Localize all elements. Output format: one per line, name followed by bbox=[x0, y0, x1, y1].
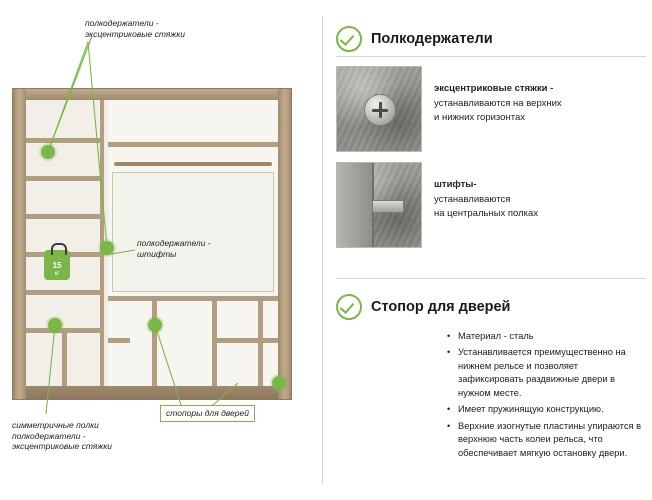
wardrobe-diagram-panel bbox=[0, 0, 322, 500]
wardrobe-frame-top bbox=[13, 89, 291, 100]
section-title: Стопор для дверей bbox=[371, 299, 511, 315]
wardrobe-frame-right bbox=[278, 89, 291, 399]
cam-lock-photo bbox=[336, 66, 422, 152]
callout-line: эксцентриковые стяжки bbox=[85, 28, 185, 39]
shelf-pin-title: штифты- bbox=[434, 179, 477, 190]
callout-line: симметричные полки bbox=[12, 420, 99, 430]
section-rule bbox=[336, 56, 646, 57]
callout-dot-symmetric-shelves bbox=[48, 318, 62, 332]
weight-capacity-badge: 15 кг bbox=[44, 250, 70, 280]
shelf-pin-photo bbox=[336, 162, 422, 248]
shelf-pin-desc-line: на центральных полках bbox=[434, 208, 539, 220]
door-panel-left bbox=[112, 172, 274, 292]
callout-label-door-stoppers bbox=[160, 405, 255, 422]
callout-line: эксцентриковые стяжки bbox=[12, 441, 112, 452]
vertical-divider bbox=[258, 296, 263, 386]
top-horizontal-shelf bbox=[108, 142, 278, 147]
list-item: • Материал - сталь bbox=[458, 330, 646, 343]
callout-dot-stopper-right bbox=[272, 376, 286, 390]
check-circle-icon bbox=[336, 26, 362, 52]
callout-dot-shelf-pin bbox=[100, 241, 114, 255]
kettlebell-icon bbox=[51, 243, 67, 255]
callout-line: стопоры для дверей bbox=[166, 408, 249, 418]
callout-label-shelf-pins bbox=[137, 238, 211, 259]
callout-dot-door-stopper bbox=[148, 318, 162, 332]
lower-shelf bbox=[108, 338, 130, 343]
wardrobe-frame-left bbox=[13, 89, 26, 399]
shelf bbox=[26, 176, 100, 181]
hanging-rod bbox=[114, 162, 272, 166]
panel-edge bbox=[337, 163, 374, 247]
vertical-divider bbox=[152, 296, 157, 386]
section-header-door-stopper bbox=[336, 294, 510, 320]
list-item: • Имеет пружинящую конструкцию. bbox=[458, 403, 646, 416]
callout-line: полкодержатели - bbox=[137, 238, 211, 248]
shelf bbox=[26, 214, 100, 219]
check-circle-icon bbox=[336, 294, 362, 320]
cam-lock-description bbox=[434, 82, 646, 126]
vertical-divider bbox=[62, 328, 67, 386]
lower-shelf bbox=[212, 338, 278, 343]
mid-horizontal-shelf bbox=[108, 296, 278, 301]
callout-label-cam-lock-top bbox=[85, 18, 185, 39]
callout-dot-cam-lock-top bbox=[41, 145, 55, 159]
left-shelf-column bbox=[26, 100, 104, 386]
callout-line: полкодержатели - bbox=[85, 18, 159, 28]
section-rule bbox=[336, 278, 646, 279]
panel-divider bbox=[322, 16, 323, 484]
shelf-pin-desc-line: устанавливаются bbox=[434, 193, 511, 205]
callout-label-symmetric-shelves bbox=[12, 420, 112, 452]
list-item: • Верхние изогнутые пластины упираются в верхнюю часть колеи рельса, что обеспечивает мягкую остановку двери. bbox=[458, 420, 646, 460]
shelf-pin-icon bbox=[372, 200, 404, 213]
cam-lock-icon bbox=[364, 94, 396, 126]
cam-lock-title: эксцентриковые стяжки - bbox=[434, 83, 554, 94]
list-item: • Устанавливается преимущественно на нижнем рельсе и позволяет зафиксировать раздвижные двери в нужном месте. bbox=[458, 346, 646, 400]
cam-lock-desc-line: и нижних горизонтах bbox=[434, 112, 525, 124]
section-title: Полкодержатели bbox=[371, 31, 493, 47]
shelf bbox=[26, 138, 100, 143]
details-panel bbox=[330, 0, 652, 500]
shelf bbox=[26, 290, 100, 295]
cam-lock-desc-line: устанавливаются на верхних bbox=[434, 97, 562, 109]
section-header-shelf-holders bbox=[336, 26, 493, 52]
shelf-pin-description bbox=[434, 178, 646, 222]
door-stopper-bullets bbox=[446, 330, 646, 463]
wardrobe-frame-bottom bbox=[13, 386, 291, 399]
callout-line: штифты bbox=[137, 248, 177, 259]
callout-line: полкодержатели - bbox=[12, 430, 86, 441]
